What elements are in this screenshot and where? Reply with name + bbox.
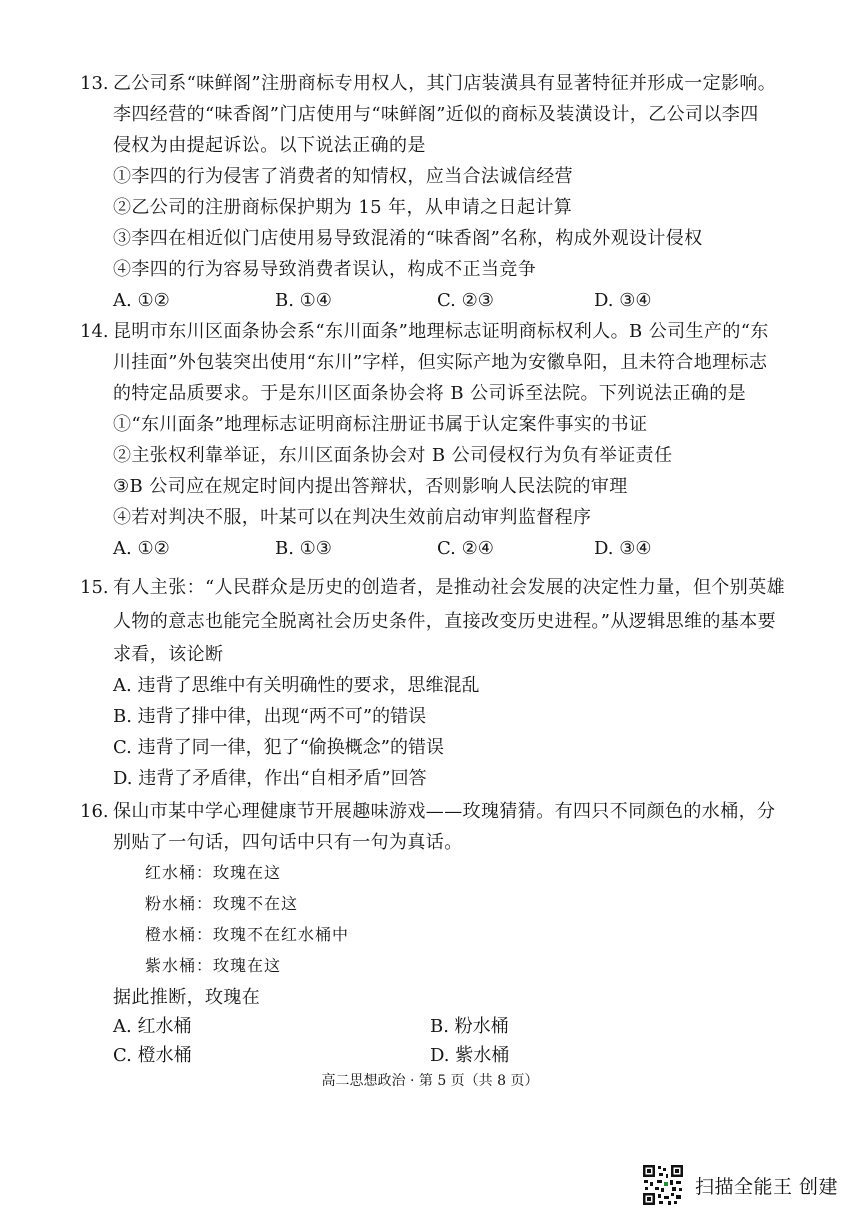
question-number: 16. [80, 801, 109, 822]
statement: ④李四的行为容易导致消费者误认，构成不正当竞争 [113, 259, 537, 280]
option-d: D. ③④ [594, 538, 652, 559]
option-d: D. 违背了矛盾律，作出“自相矛盾”回答 [113, 768, 427, 789]
page-footer: 高二思想政治 · 第 5 页（共 8 页） [321, 1073, 539, 1089]
option-a: A. 红水桶 [113, 1016, 192, 1037]
question-stem-line: 乙公司系“味鲜阁”注册商标专用权人，其门店装潢具有显著特征并形成一定影响。 [113, 73, 777, 94]
qr-code-icon [641, 1163, 685, 1207]
question-stem-line: 保山市某中学心理健康节开展趣味游戏——玫瑰猜猜。有四只不同颜色的水桶，分 [113, 801, 776, 822]
option-b: B. 粉水桶 [430, 1016, 509, 1037]
bucket-statement: 粉水桶：玫瑰不在这 [145, 894, 299, 913]
option-b: B. 违背了排中律，出现“两不可”的错误 [113, 706, 427, 727]
option-b: B. ①④ [275, 290, 332, 311]
question-stem-line: 有人主张：“人民群众是历史的创造者，是推动社会发展的决定性力量，但个别英雄 [113, 577, 785, 598]
option-a: A. ①② [113, 538, 170, 559]
question-prompt: 据此推断，玫瑰在 [113, 987, 261, 1008]
statement: ②主张权利靠举证，东川区面条协会对 B 公司侵权行为负有举证责任 [113, 445, 673, 466]
question-stem-line: 别贴了一句话，四句话中只有一句为真话。 [113, 832, 463, 853]
bucket-statement: 紫水桶：玫瑰在这 [145, 956, 282, 975]
watermark-text: 扫描全能王 创建 [694, 1175, 838, 1198]
statement: ②乙公司的注册商标保护期为 15 年，从申请之日起计算 [113, 197, 573, 218]
bucket-statement: 橙水桶：玫瑰不在红水桶中 [145, 925, 350, 944]
option-d: D. 紫水桶 [430, 1045, 510, 1066]
question-stem-line: 的特定品质要求。于是东川区面条协会将 B 公司诉至法院。下列说法正确的是 [113, 383, 747, 404]
option-c: C. 违背了同一律，犯了“偷换概念”的错误 [113, 737, 444, 758]
question-stem-line: 人物的意志也能完全脱离社会历史条件，直接改变历史进程。”从逻辑思维的基本要 [113, 611, 776, 632]
option-c: C. 橙水桶 [113, 1045, 192, 1066]
bucket-statement: 红水桶：玫瑰在这 [145, 863, 282, 882]
question-number: 14. [80, 321, 109, 342]
statement: ③B 公司应在规定时间内提出答辩状，否则影响人民法院的审理 [113, 476, 628, 497]
statement: ④若对判决不服，叶某可以在判决生效前启动审判监督程序 [113, 507, 592, 528]
question-stem-line: 侵权为由提起诉讼。以下说法正确的是 [113, 135, 426, 156]
scanner-watermark [641, 1160, 838, 1210]
question-stem-line: 李四经营的“味香阁”门店使用与“味鲜阁”近似的商标及装潢设计，乙公司以李四 [113, 104, 759, 125]
question-number: 15. [80, 577, 109, 598]
option-b: B. ①③ [275, 538, 332, 559]
option-c: C. ②④ [437, 538, 494, 559]
question-stem-line: 求看，该论断 [113, 644, 224, 665]
question-stem-line: 昆明市东川区面条协会系“东川面条”地理标志证明商标权利人。B 公司生产的“东 [113, 321, 769, 342]
option-a: A. ①② [113, 290, 170, 311]
question-number: 13. [80, 73, 109, 94]
option-d: D. ③④ [594, 290, 652, 311]
question-stem-line: 川挂面”外包装突出使用“东川”字样，但实际产地为安徽阜阳，且未符合地理标志 [113, 352, 768, 373]
option-c: C. ②③ [437, 290, 494, 311]
statement: ①“东川面条”地理标志证明商标注册证书属于认定案件事实的书证 [113, 414, 648, 435]
statement: ③李四在相近似门店使用易导致混淆的“味香阁”名称，构成外观设计侵权 [113, 228, 703, 249]
option-a: A. 违背了思维中有关明确性的要求，思维混乱 [113, 675, 480, 696]
statement: ①李四的行为侵害了消费者的知情权，应当合法诚信经营 [113, 166, 573, 187]
